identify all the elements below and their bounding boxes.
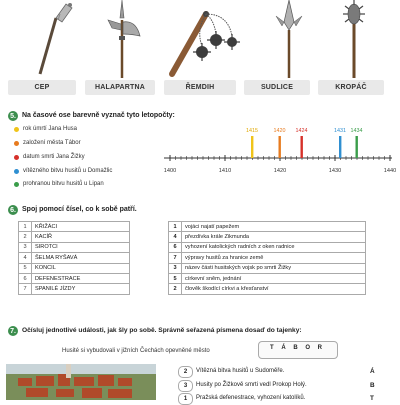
section-7-title: Očísluj jednotlivé události, jak šly po sobě. Správně seřazená písmena dosaď do tajenky: [22, 327, 302, 334]
definition-cell: vyhození katolických radních z oken radnice [182, 242, 366, 252]
glaive-sudlice-image [272, 0, 306, 78]
timeline-mark-1415 [251, 136, 253, 158]
tajenka-answer: T Á B O R [270, 345, 325, 351]
table-row [19, 263, 130, 273]
row-number: 2 [19, 232, 32, 242]
mark-label: 1431 [334, 128, 346, 134]
event-text: Pražská defenestrace, vyhození katolíků. [196, 395, 306, 401]
term-cell: SIROTCI [32, 242, 130, 252]
order-number-input[interactable]: 2 [178, 366, 193, 378]
event-item [14, 140, 81, 146]
timeline-mark-1431 [339, 136, 341, 158]
weapon-label-cep: CEP [8, 80, 76, 95]
answer-number[interactable]: 2 [169, 284, 182, 294]
mark-label: 1420 [273, 128, 286, 134]
definition-cell: přezdívka krále Zikmunda [182, 232, 366, 242]
term-cell: DEFENESTRACE [32, 273, 130, 283]
event-item [14, 181, 104, 187]
morningstar-kropac-image [334, 0, 374, 78]
table-row [19, 284, 130, 294]
answer-number[interactable]: 7 [169, 253, 182, 263]
weapon-label-halapartna: HALAPARTNA [85, 80, 155, 95]
answer-number[interactable]: 6 [169, 242, 182, 252]
row-number: 6 [19, 273, 32, 283]
event-text: vítězného bitvu husitů u Domažlic [23, 168, 113, 174]
answer-number[interactable]: 5 [169, 273, 182, 283]
axis-label: 1400 [163, 168, 177, 174]
table-row [169, 232, 366, 242]
row-number: 1 [19, 222, 32, 232]
section-6-title: Spoj pomocí čísel, co k sobě patří. [22, 206, 137, 213]
blue-dot-icon [14, 169, 19, 174]
row-number: 5 [19, 263, 32, 273]
match-table-left [18, 221, 130, 295]
table-row [169, 253, 366, 263]
orange-dot-icon [14, 141, 19, 146]
term-cell: KŘIŽÁCI [32, 222, 130, 232]
event-item [14, 168, 112, 174]
timeline-mark-1434 [356, 136, 358, 158]
order-number-input[interactable]: 3 [178, 380, 193, 392]
tajenka-lead: Husité si vybudovali v jižních Čechách opevněné město [62, 348, 210, 354]
table-row [19, 242, 130, 252]
halberd-image [100, 0, 144, 78]
table-row [169, 263, 366, 273]
definition-cell: církevní sněm, jednání [182, 273, 366, 283]
table-row [169, 284, 366, 294]
flail-remdih-image [158, 0, 240, 80]
term-cell: KONCIL [32, 263, 130, 273]
town-tabor-photo [6, 364, 156, 400]
table-row [169, 222, 366, 232]
table-row [169, 273, 366, 283]
red-dot-icon [14, 155, 19, 160]
term-cell: SPANILÉ JÍZDY [32, 284, 130, 294]
letter-label: T [370, 395, 374, 402]
row-number: 4 [19, 253, 32, 263]
yellow-dot-icon [14, 127, 19, 132]
answer-number[interactable]: 4 [169, 232, 182, 242]
event-text: rok úmrtí Jana Husa [23, 126, 78, 132]
letter-label: Á [370, 368, 375, 375]
event-text: Vítězná bitva husitů u Sudoměře. [196, 368, 285, 374]
event-item [14, 126, 77, 132]
section-5-number: 5. [8, 111, 18, 121]
timeline [160, 122, 396, 182]
axis-label: 1430 [328, 168, 342, 174]
table-row [169, 242, 366, 252]
row-number: 3 [19, 242, 32, 252]
definition-cell: výpravy husitů za hranice země [182, 253, 366, 263]
order-number-input[interactable]: 1 [178, 393, 193, 405]
weapon-label-remdih: ŘEMDIH [164, 80, 236, 95]
event-text: prohranou bitvu husitů u Lipan [23, 181, 104, 187]
mark-label: 1415 [246, 128, 258, 134]
table-row [19, 222, 130, 232]
table-row [19, 232, 130, 242]
table-row [19, 253, 130, 263]
flail-cep-image [22, 0, 82, 78]
weapon-label-kropac: KROPÁČ [318, 80, 384, 95]
event-text: založení města Tábor [23, 140, 81, 146]
definition-cell: název části husitských vojsk po smrti Žižky [182, 263, 366, 273]
timeline-mark-1424 [301, 136, 303, 158]
term-cell: KACÍŘ [32, 232, 130, 242]
section-5-title: Na časové ose barevně vyznač tyto letopočty: [22, 112, 175, 119]
green-dot-icon [14, 182, 19, 187]
section-7-number: 7. [8, 326, 18, 336]
letter-label: B [370, 382, 375, 389]
term-cell: ŠELMA RYŠAVÁ [32, 253, 130, 263]
match-table-right [168, 221, 366, 295]
weapon-label-sudlice: SUDLICE [244, 80, 310, 95]
axis-label: 1440 [383, 168, 396, 174]
row-number: 7 [19, 284, 32, 294]
answer-number[interactable]: 1 [169, 222, 182, 232]
answer-number[interactable]: 3 [169, 263, 182, 273]
definition-cell: vojáci najatí papežem [182, 222, 366, 232]
mark-label: 1434 [350, 128, 363, 134]
event-item [14, 154, 85, 160]
section-6-number: 6. [8, 205, 18, 215]
timeline-mark-1420 [279, 136, 281, 158]
event-text: Husity po Žižkově smrti vedl Prokop Holý. [196, 382, 307, 388]
mark-label: 1424 [295, 128, 308, 134]
axis-label: 1410 [218, 168, 232, 174]
event-text: datum smrti Jana Žižky [23, 154, 85, 160]
table-row [19, 273, 130, 283]
axis-label: 1420 [273, 168, 287, 174]
definition-cell: člověk škodící církvi a křesťanství [182, 284, 366, 294]
